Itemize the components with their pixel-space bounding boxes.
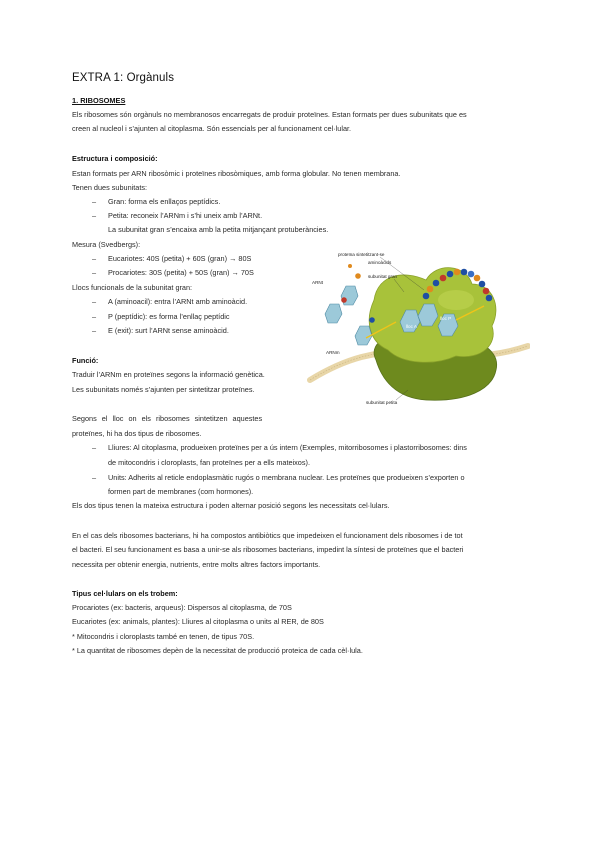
label-arnm: ARNm — [326, 350, 340, 355]
cellulars-line: Procariotes (ex: bacteris, arqueus): Dispersos al citoplasma, de 70S — [72, 603, 292, 612]
mesura-item: Eucariotes: 40S (petita) + 60S (gran) → 80S — [108, 254, 252, 263]
bullet-dash: – — [92, 312, 97, 321]
subunit-item: Gran: forma els enllaços peptídics. — [108, 197, 221, 206]
estructura-line-2: Tenen dues subunitats: — [72, 183, 148, 192]
funcio-line: Traduir l’ARNm en proteïnes segons la informació genètica. — [72, 370, 265, 379]
cellulars-line: * Mitocondris i cloroplasts també en tenen, de tipus 70S. — [72, 632, 255, 641]
ribosome-diagram — [306, 240, 530, 410]
label-arnt: ARNt — [312, 280, 323, 285]
cellulars-line: * La quantitat de ribosomes depèn de la necessitat de producció proteica de cada cèl·lula. — [72, 646, 363, 655]
label-lloc-p: lloc P — [440, 316, 452, 321]
lloc-item: P (peptídic): es forma l’enllaç peptídic — [108, 312, 230, 321]
lloc-item: A (aminoacil): entra l’ARNt amb aminoàcid. — [108, 297, 248, 306]
llocs-label: Llocs funcionals de la subunitat gran: — [72, 283, 193, 292]
lloc-item: E (exit): surt l’ARNt sense aminoàcid. — [108, 326, 229, 335]
tipus-item-line-2: formen part de membranes (com hormones). — [108, 487, 254, 496]
estructura-heading: Estructura i composició: — [72, 154, 158, 163]
label-lloc-a: lloc A — [406, 324, 417, 329]
intro-line-1: Els ribosomes són orgànuls no membranosos encarregats de produir proteïnes. Estan formats per dues subunitats que es — [72, 110, 467, 119]
tipus-closing: Els dos tipus tenen la mateixa estructura i poden alternar posició segons les necessitats cel·lulars. — [72, 501, 390, 510]
tipus-item-line-2: de mitocondris i cloroplasts, fan proteïnes per a ells mateixos). — [108, 458, 310, 467]
bullet-dash: – — [92, 297, 97, 306]
cellulars-line: Eucariotes (ex: animals, plantes): Lliures al citoplasma o units al RER, de 80S — [72, 617, 324, 626]
subunit-item: Petita: reconeix l’ARNm i s’hi uneix amb l’ARNt. — [108, 211, 263, 220]
bullet-dash: – — [92, 268, 97, 277]
label-aminoacids: aminoàcids — [368, 260, 392, 265]
bacteris-line-1: En el cas dels ribosomes bacterians, hi ha compostos antibiòtics que impedeixen el funcionament dels ribosomes i de tot — [72, 531, 463, 540]
label-subunitat-gran: subunitat gran — [368, 274, 398, 279]
subunits-note: La subunitat gran s’encaixa amb la petita mitjançant protuberàncies. — [108, 225, 329, 234]
tipus-intro-1: Segons el lloc on els ribosomes sintetitzen aquestes — [72, 414, 263, 423]
tipus-item-line-1: Units: Adherits al reticle endoplasmàtic rugós o membrana nuclear. Les proteïnes que produeixen s’exporten o — [108, 473, 465, 482]
gran-highlight — [438, 290, 474, 310]
intro-line-2: creen al nucleol i s’ajunten al citoplasma. Són essencials per al funcionament cel·lular. — [72, 124, 352, 133]
bacteris-line-2: el bacteri. El seu funcionament es basa a unir-se als ribosomes bacterians, impedint la síntesi de proteïnes que el bacteri — [72, 545, 464, 554]
page-title: EXTRA 1: Orgànuls — [72, 72, 175, 84]
bullet-dash: – — [92, 197, 97, 206]
bullet-dash: – — [92, 254, 97, 263]
mesura-item: Procariotes: 30S (petita) + 50S (gran) → 70S — [108, 268, 254, 277]
tipus-intro-2: proteïnes, hi ha dos tipus de ribosomes. — [72, 429, 202, 438]
section-heading-ribosomes: 1. RIBOSOMES — [72, 96, 126, 105]
bacteris-line-3: necessita per obtenir energia, nutrients, entre molts altres factors importants. — [72, 560, 321, 569]
bullet-dash: – — [92, 443, 97, 452]
label-subunitat-petita: subunitat petita — [366, 400, 398, 405]
mesura-label: Mesura (Svedbergs): — [72, 240, 141, 249]
cellulars-heading: Tipus cel·lulars on els trobem: — [72, 589, 178, 598]
funcio-heading: Funció: — [72, 356, 99, 365]
tipus-item-line-1: Lliures: Al citoplasma, produeixen proteïnes per a ús intern (Exemples, mitorribosomes i plastorribosomes: dins — [108, 443, 467, 452]
bullet-dash: – — [92, 211, 97, 220]
bullet-dash: – — [92, 473, 97, 482]
estructura-line-1: Estan formats per ARN ribosòmic i proteïnes ribosòmiques, amb forma globular. No tenen membrana. — [72, 169, 401, 178]
label-proteina: proteïna sintetitzant-se — [338, 252, 385, 257]
bullet-dash: – — [92, 326, 97, 335]
funcio-line: Les subunitats només s’ajunten per sintetitzar proteïnes. — [72, 385, 255, 394]
